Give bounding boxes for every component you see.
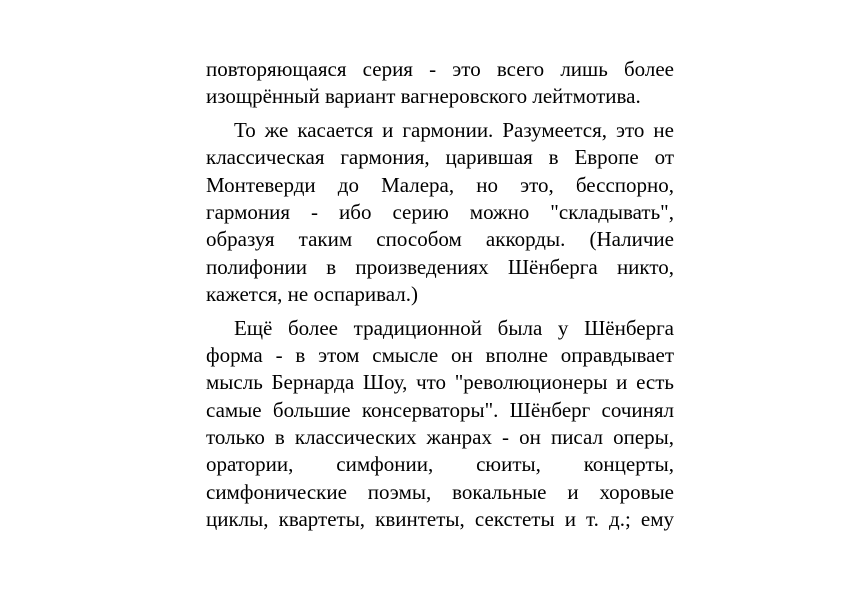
text-line: полифонии в произведениях Шёнберга никто, — [206, 254, 674, 279]
text-line: мысль Бернарда Шоу, что "революционеры и есть — [206, 370, 674, 395]
text-line: самые большие консерваторы". Шёнберг сочинял — [206, 397, 674, 422]
text-line: кажется, не оспаривал.) — [206, 282, 418, 307]
text-line: гармония - ибо серию можно "складывать", — [206, 199, 674, 224]
text-line: циклы, квартеты, квинтеты, секстеты и т. д.; ему — [206, 507, 674, 532]
text-line: образуя таким способом аккорды. (Наличие — [206, 227, 674, 252]
paragraph-2 — [206, 117, 674, 309]
paragraph-1 — [206, 56, 674, 111]
text-line: симфонические поэмы, вокальные и хоровые — [206, 479, 674, 504]
text-line: То же касается и гармонии. Разумеется, это не — [234, 117, 674, 142]
text-line: форма - в этом смысле он вполне оправдывает — [206, 342, 674, 367]
text-line: только в классических жанрах - он писал оперы, — [206, 425, 674, 450]
text-line: Монтеверди до Малера, но это, бесспорно, — [206, 172, 674, 197]
text-line: оратории, симфонии, сюиты, концерты, — [206, 452, 674, 477]
text-line: повторяющаяся серия - это всего лишь более — [206, 57, 674, 81]
body-text — [206, 56, 674, 534]
text-line: Ещё более традиционной была у Шёнберга — [234, 315, 674, 340]
paragraph-3 — [206, 315, 674, 534]
text-line: классическая гармония, царившая в Европе от — [206, 145, 674, 170]
text-line: изощрённый вариант вагнеровского лейтмотива. — [206, 84, 641, 109]
